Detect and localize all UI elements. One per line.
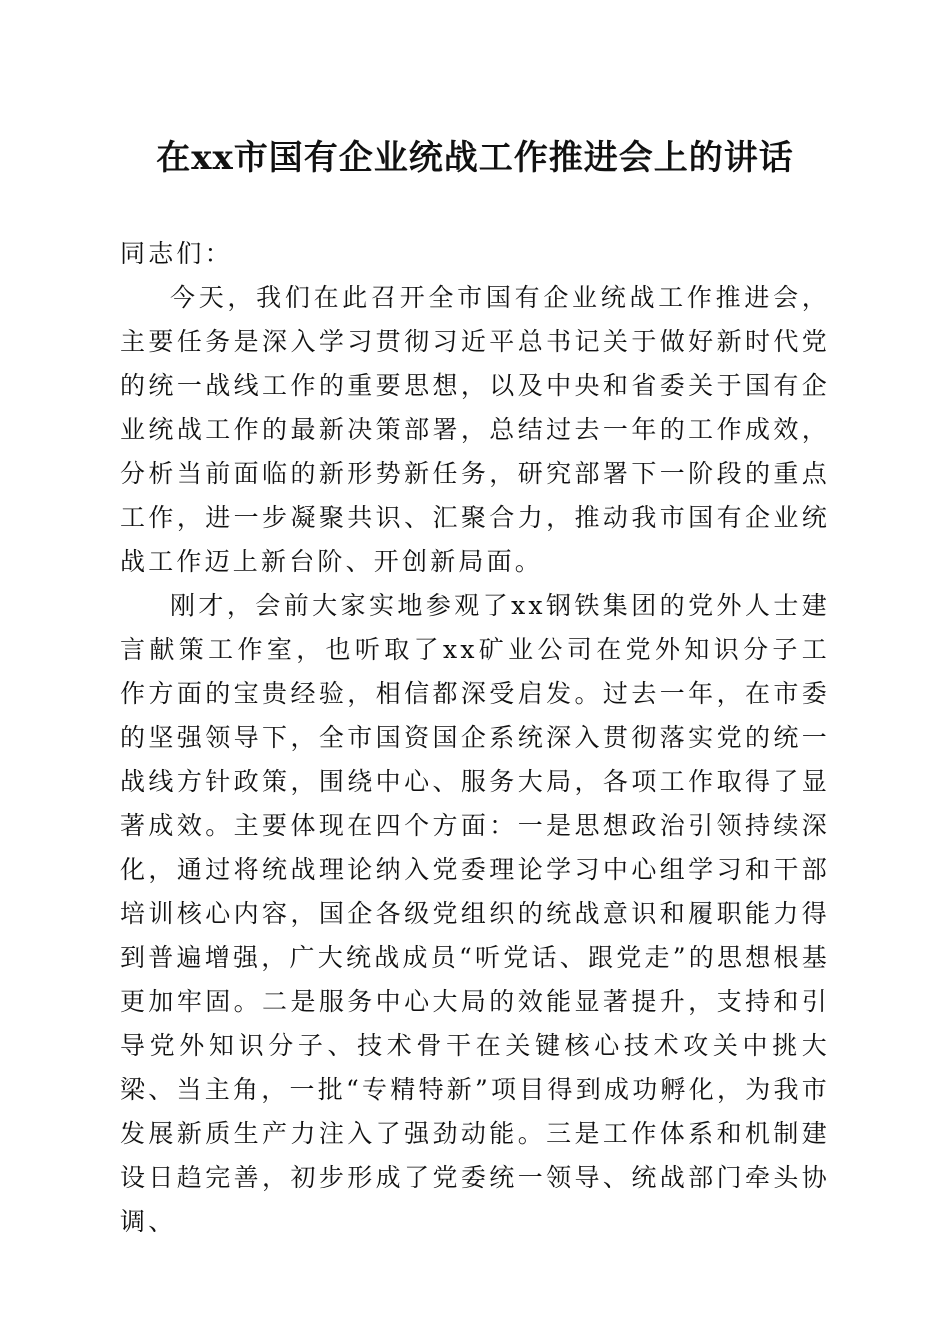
- paragraph-opening: 今天，我们在此召开全市国有企业统战工作推进会，主要任务是深入学习贯彻习近平总书记关于做好新时代党的统一战线工作的重要思想，以及中央和省委关于国有企业统战工作的最新决策部署，总结过去一年的工作成效，分析当前面临的新形势新任务，研究部署下一阶段的重点工作，进一步凝聚共识、汇聚合力，推动我市国有企业统战工作迈上新台阶、开创新局面。: [120, 283, 830, 576]
- document-title: 在xx市国有企业统战工作推进会上的讲话: [156, 138, 794, 178]
- salutation: 同志们：: [120, 239, 233, 268]
- document-body: [120, 232, 830, 1244]
- paragraph-achievements: 刚才，会前大家实地参观了xx钢铁集团的党外人士建言献策工作室，也听取了xx矿业公司在党外知识分子工作方面的宝贵经验，相信都深受启发。过去一年，在市委的坚强领导下，全市国资国企系统深入贯彻落实党的统一战线方针政策，围绕中心、服务大局，各项工作取得了显著成效。主要体现在四个方面：一是思想政治引领持续深化，通过将统战理论纳入党委理论学习中心组学习和干部培训核心内容，国企各级党组织的统战意识和履职能力得到普遍增强，广大统战成员“听党话、跟党走”的思想根基更加牢固。二是服务中心大局的效能显著提升，支持和引导党外知识分子、技术骨干在关键核心技术攻关中挑大梁、当主角，一批“专精特新”项目得到成功孵化，为我市发展新质生产力注入了强劲动能。三是工作体系和机制建设日趋完善，初步形成了党委统一领导、统战部门牵头协调、: [120, 591, 830, 1236]
